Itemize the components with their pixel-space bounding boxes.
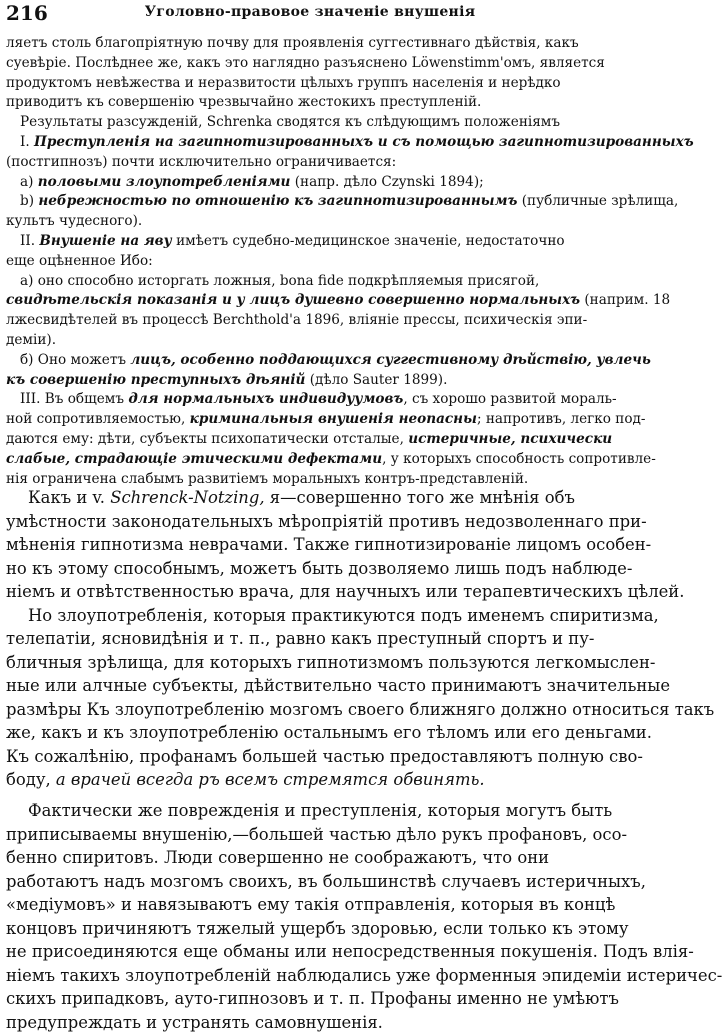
text-line: лжесвидѣтелей въ процессѣ Berchthold'а 1896, вліяніе прессы, психическія эпи- <box>6 311 610 331</box>
text-line: I. Преступленія на загипнотизированныхъ и съ помощью загипнотизированныхъ <box>6 133 610 153</box>
main-paragraphs <box>6 486 610 792</box>
running-title: Уголовно-правовое значеніе внушенія <box>4 4 616 20</box>
text-line: предупреждать и устранять самовнушенія. <box>6 1011 610 1034</box>
text-line: Къ сожалѣнію, профанамъ большей частью предоставляютъ полную сво- <box>6 745 610 769</box>
text-line: свидѣтельскія показанія и у лицъ душевно совершенно нормальныхъ (наприм. 18 <box>6 291 610 311</box>
text-line: бличныя зрѣлища, для которыхъ гипнотизмомъ пользуются легкомыслен- <box>6 651 610 675</box>
text-line: ніемъ такихъ злоупотребленій наблюдались уже форменныя эпидеміи истеричес- <box>6 964 610 988</box>
text-line: II. Внушеніе на яву имѣетъ судебно-медицинское значеніе, недостаточно <box>6 232 610 252</box>
text-line: еще оцѣненное Ибо: <box>6 252 610 272</box>
text-line: скихъ припадковъ, ауто-гипнозовъ и т. п. Профаны именно не умѣютъ <box>6 987 610 1011</box>
text-line: Фактически же поврежденія и преступленія, которыя могутъ быть <box>6 799 610 823</box>
text-line: «медіумовъ» и навязываютъ ему такія отправленія, которыя въ концѣ <box>6 893 610 917</box>
text-line: культъ чудесного). <box>6 212 610 232</box>
text-line: б) Оно можетъ лицъ, особенно поддающихся суггестивному дѣйствію, увлечь <box>6 351 610 371</box>
text-line: работаютъ надъ мозгомъ своихъ, въ большинствѣ случаевъ истеричныхъ, <box>6 870 610 894</box>
text-line: нія ограничена слабымъ развитіемъ моральныхъ контръ-представленій. <box>6 470 610 490</box>
text-line: Какъ и v. Schrenck-Notzing, я—совершенно того же мнѣнія объ <box>6 486 610 510</box>
text-line: продуктомъ невѣжества и неразвитости цѣлыхъ группъ населенія и нерѣдко <box>6 74 610 94</box>
text-line: а) половыми злоупотребленіями (напр. дѣло Czynski 1894); <box>6 173 610 193</box>
text-line: мѣненія гипнотизма неврачами. Также гипнотизированіе лицомъ особен- <box>6 533 610 557</box>
text-line: бенно спиритовъ. Люди совершенно не соображаютъ, что они <box>6 846 610 870</box>
text-line: же, какъ и къ злоупотребленію остальнымъ его тѣломъ или его деньгами. <box>6 721 610 745</box>
text-line: ляетъ столь благопріятную почву для проявленія суггестивнаго дѣйствія, какъ <box>6 34 610 54</box>
text-line: концовъ причиняютъ тяжелый ущербъ здоровью, если только къ этому <box>6 917 610 941</box>
text-line: даются ему: дѣти, субъекты психопатически отсталые, истеричные, психически <box>6 430 610 450</box>
final-paragraph <box>6 799 610 1034</box>
text-line: (постгипнозъ) почти исключительно ограничивается: <box>6 153 610 173</box>
text-line: боду, а врачей всегда ръ всемъ стремятся обвинять. <box>6 768 610 792</box>
text-line: но къ этому способнымъ, можетъ быть дозволяемо лишь подъ наблюде- <box>6 557 610 581</box>
text-line: приписываемы внушенію,—большей частью дѣло рукъ профановъ, осо- <box>6 823 610 847</box>
summary-paragraphs <box>6 34 610 489</box>
page-header <box>4 0 616 26</box>
text-line: b) небрежностью по отношенію къ загипнотизированнымъ (публичные зрѣлища, <box>6 192 610 212</box>
text-line: Но злоупотребленія, которыя практикуются подъ именемъ спиритизма, <box>6 604 610 628</box>
text-line: III. Въ общемъ для нормальныхъ индивидуумовъ, съ хорошо развитой мораль- <box>6 390 610 410</box>
text-line: ной сопротивляемостью, криминальныя внушенія неопасны; напротивъ, легко под- <box>6 410 610 430</box>
text-line: слабые, страдающіе этическими дефектами, у которыхъ способность сопротивле- <box>6 450 610 470</box>
text-line: деміи). <box>6 331 610 351</box>
text-line: къ совершенію преступныхъ дѣяній (дѣло Sauter 1899). <box>6 371 610 391</box>
text-line: суевѣріе. Послѣднее же, какъ это наглядно разъяснено Löwenstimm'омъ, является <box>6 54 610 74</box>
text-line: Результаты разсужденій, Schrenka сводятся къ слѣдующимъ положеніямъ <box>6 113 610 133</box>
text-line: не присоединяются еще обманы или непосредственныя покушенія. Подъ влія- <box>6 940 610 964</box>
page-number: 216 <box>6 1 48 25</box>
text-line: ніемъ и отвѣтственностью врача, для научныхъ или терапевтическихъ цѣлей. <box>6 580 610 604</box>
text-line: телепатіи, ясновидѣнія и т. п., равно какъ преступный спортъ и пу- <box>6 627 610 651</box>
text-line: ные или алчные субъекты, дѣйствительно часто принимаютъ значительные <box>6 674 610 698</box>
text-line: а) оно способно исторгать ложныя, bona fide подкрѣпляемыя присягой, <box>6 272 610 292</box>
text-line: приводитъ къ совершенію чрезвычайно жестокихъ преступленій. <box>6 93 610 113</box>
text-line: умѣстности законодательныхъ мѣропріятій противъ недозволеннаго при- <box>6 510 610 534</box>
text-line: размѣры Къ злоупотребленію мозгомъ своего ближняго должно относиться такъ <box>6 698 610 722</box>
